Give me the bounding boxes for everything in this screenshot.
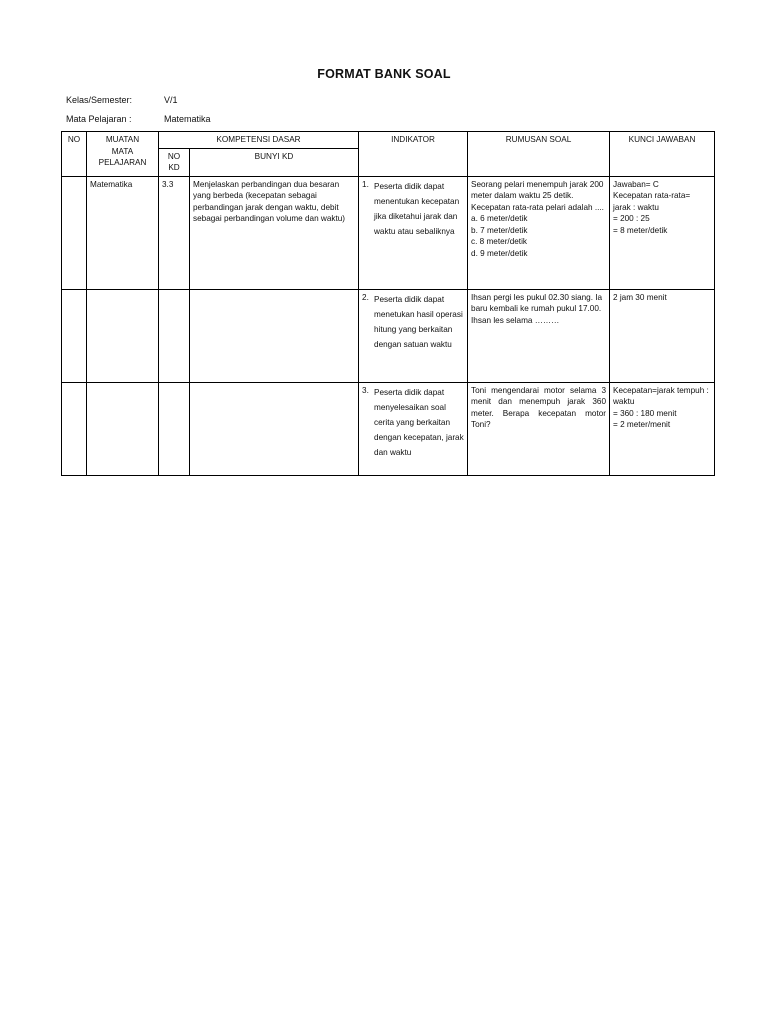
cell-bunyi-kd	[190, 289, 359, 382]
cell-no-kd	[159, 382, 190, 475]
cell-no-kd: 3.3	[159, 176, 190, 289]
indikator-number: 2.	[362, 292, 369, 302]
question-text: Seorang pelari menempuh jarak 200 meter dalam waktu 25 detik. Kecepatan rata-rata pelari adalah ....	[471, 179, 604, 212]
answer-line: Kecepatan rata-rata=	[613, 191, 691, 200]
cell-indikator	[359, 176, 468, 289]
cell-no	[62, 289, 87, 382]
indikator-text: Peserta didik dapat menyelesaikan soal cerita yang berkaitan dengan kecepatan, jarak dan waktu	[374, 387, 464, 457]
cell-kunci-jawaban	[610, 176, 715, 289]
cell-rumusan-soal	[468, 289, 610, 382]
answer-line: jarak : waktu	[613, 202, 659, 212]
cell-no	[62, 382, 87, 475]
cell-muatan: Matematika	[87, 176, 159, 289]
table-row	[62, 289, 715, 382]
header-bunyi-kd: BUNYI KD	[190, 148, 359, 176]
option-a: a. 6 meter/detik	[471, 214, 528, 223]
header-no: NO	[62, 132, 87, 177]
answer-line: = 8 meter/detik	[613, 225, 668, 235]
table-row	[62, 382, 715, 475]
answer-line: Kecepatan=jarak tempuh : waktu	[613, 385, 709, 406]
cell-muatan	[87, 289, 159, 382]
indikator-text: Peserta didik dapat menentukan kecepatan jika diketahui jarak dan waktu atau sebaliknya	[374, 181, 460, 236]
answer-line: = 200 : 25	[613, 214, 650, 223]
cell-indikator	[359, 289, 468, 382]
meta-label: Mata Pelajaran :	[66, 114, 132, 124]
cell-bunyi-kd: Menjelaskan perbandingan dua besaran yang berbeda (kecepatan sebagai perbandingan jarak dengan waktu, debit sebagai perbandingan volume dan waktu)	[190, 176, 359, 289]
indikator-number: 1.	[362, 179, 369, 189]
question-text: Ihsan pergi les pukul 02.30 siang. Ia baru kembali ke rumah pukul 17.00. Ihsan les selama ………	[471, 292, 603, 325]
cell-indikator	[359, 382, 468, 475]
answer-line: = 360 : 180 menit	[613, 408, 677, 418]
header-muatan: MUATAN MATA PELAJARAN	[87, 132, 159, 177]
cell-muatan	[87, 382, 159, 475]
header-kunci-jawaban: KUNCI JAWABAN	[610, 132, 715, 177]
question-text: Toni mengendarai motor selama 3 menit dan menempuh jarak 360 meter. Berapa kecepatan motor Toni?	[471, 385, 607, 429]
option-d: d. 9 meter/detik	[471, 248, 528, 258]
header-row-1	[62, 132, 715, 149]
answer-line: = 2 meter/menit	[613, 420, 671, 429]
cell-kunci-jawaban	[610, 382, 715, 475]
meta-label: Kelas/Semester:	[66, 95, 133, 105]
indikator-text: Peserta didik dapat menetukan hasil operasi hitung yang berkaitan dengan satuan waktu	[374, 294, 463, 349]
header-no-kd: NO KD	[159, 148, 190, 176]
header-kompetensi-dasar: KOMPETENSI DASAR	[159, 132, 359, 149]
option-c: c. 8 meter/detik	[471, 237, 527, 246]
meta-value: Matematika	[164, 114, 211, 124]
cell-bunyi-kd	[190, 382, 359, 475]
answer-line: Jawaban= C	[613, 179, 659, 189]
cell-rumusan-soal	[468, 176, 610, 289]
option-b: b. 7 meter/detik	[471, 225, 528, 235]
answer-line: 2 jam 30 menit	[613, 292, 667, 302]
cell-rumusan-soal	[468, 382, 610, 475]
indikator-number: 3.	[362, 385, 369, 395]
table-row	[62, 176, 715, 289]
cell-no-kd	[159, 289, 190, 382]
cell-kunci-jawaban	[610, 289, 715, 382]
document-title: FORMAT BANK SOAL	[317, 67, 451, 81]
meta-value: V/1	[164, 95, 178, 105]
header-rumusan-soal: RUMUSAN SOAL	[468, 132, 610, 177]
header-indikator: INDIKATOR	[359, 132, 468, 177]
cell-no	[62, 176, 87, 289]
bank-soal-table	[61, 131, 715, 476]
